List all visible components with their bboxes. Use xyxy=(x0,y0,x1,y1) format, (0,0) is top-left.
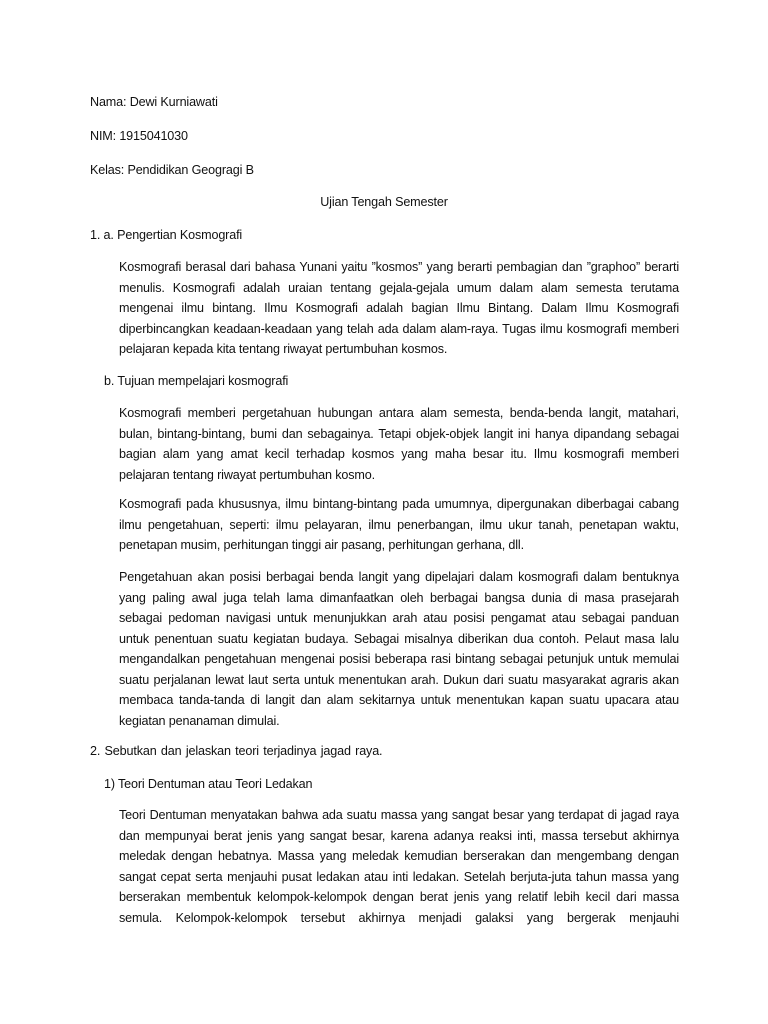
theory-1-heading: 1) Teori Dentuman atau Teori Ledakan xyxy=(104,777,313,791)
question-1b-heading: b. Tujuan mempelajari kosmografi xyxy=(104,374,289,388)
student-name: Nama: Dewi Kurniawati xyxy=(90,95,218,109)
student-nim: NIM: 1915041030 xyxy=(90,129,188,143)
paragraph-kosmografi-definition: Kosmografi berasal dari bahasa Yunani yaitu ”kosmos” yang berarti pembagian dan ”graphoo” berarti menulis. Kosmografi adalah uraian tentang gejala-gejala umum dalam alam semesta terutama mengenai ilmu bintang. Ilmu Kosmografi adalah bagian Ilmu Bintang. Dalam Ilmu Kosmografi diperbincangkan keadaan-keadaan yang telah ada dalam alam-raya. Tugas ilmu kosmografi memberi pelajaran kepada kita tentang riwayat pertumbuhan kosmos. xyxy=(119,260,679,356)
paragraph-kosmografi-purpose-2: Kosmografi pada khususnya, ilmu bintang-bintang pada umumnya, dipergunakan diberbagai cabang ilmu pengetahuan, seperti: ilmu pelayaran, ilmu penerbangan, ilmu ukur tanah, penetapan waktu, penetapan musim, perhitungan tinggi air pasang, perhitungan gerhana, dll. xyxy=(119,497,679,552)
paragraph-kosmografi-purpose-1: Kosmografi memberi pergetahuan hubungan antara alam semesta, benda-benda langit, matahari, bulan, bintang-bintang, bumi dan sebagainya. Tetapi objek-objek langit ini hanya dipandang sebagai bagian alam yang amat kecil terhadap kosmos yang maha besar itu. Ilmu kosmografi memberi pelajaran tentang riwayat pertumbuhan kosmo. xyxy=(119,406,679,482)
question-2-heading: 2. Sebutkan dan jelaskan teori terjadinya jagad raya. xyxy=(90,744,383,758)
paragraph-big-bang-theory: Teori Dentuman menyatakan bahwa ada suatu massa yang sangat besar yang terdapat di jagad raya dan mempunyai berat jenis yang sangat besar, karena adanya reaksi inti, massa tersebut akhirnya meledak dengan hebatnya. Massa yang meledak kemudian berserakan dan mengembang dengan sangat cepat serta menjauhi pusat ledakan atau inti ledakan. Setelah berjuta-juta tahun massa yang berserakan membentuk kelompok-kelompok dengan berat jenis yang relatif lebih kecil dari massa semula. Kelompok-kelompok tersebut akhirnya menjadi galaksi yang bergerak menjauhi xyxy=(119,808,679,925)
student-class: Kelas: Pendidikan Geogragi B xyxy=(90,163,254,177)
paragraph-kosmografi-purpose-3: Pengetahuan akan posisi berbagai benda langit yang dipelajari dalam kosmografi dalam bentuknya yang paling awal juga telah lama dimanfaatkan oleh berbagai bangsa dunia di masa prasejarah sebagai pedoman navigasi untuk menunjukkan arah atau posisi pengamat atau sebagai panduan untuk penentuan suatu kegiatan budaya. Sebagai misalnya diberikan dua contoh. Pelaut masa lalu mengandalkan pengetahuan mengenai posisi beberapa rasi bintang sebagai petunjuk untuk memulai suatu perjalanan lewat laut serta untuk menentukan arah. Dukun dari suatu masyarakat agraris akan membaca tanda-tanda di langit dan alam sekitarnya untuk menentukan kapan suatu upacara atau kegiatan penanaman dimulai. xyxy=(119,570,679,728)
document-title: Ujian Tengah Semester xyxy=(320,195,448,209)
question-1a-heading: 1. a. Pengertian Kosmografi xyxy=(90,228,243,242)
